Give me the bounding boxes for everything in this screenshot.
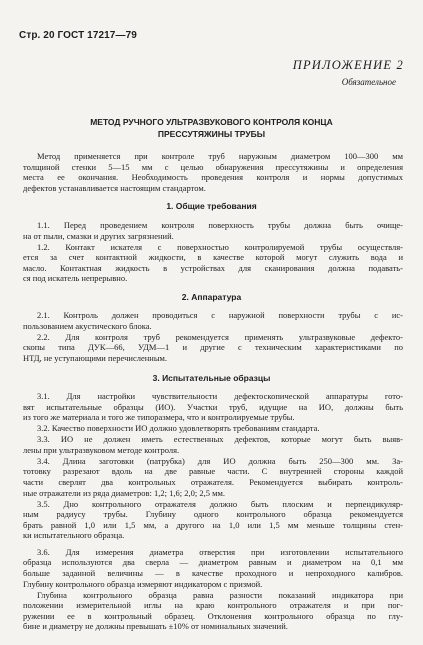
paragraph-3-2 xyxy=(23,423,403,434)
paragraph-2-1 xyxy=(23,310,403,331)
text-line: ется за счет контактной жидкости, в качестве которой могут служить вода и xyxy=(23,252,403,263)
text-line: 3.2. Качество поверхности ИО должно удовлетворять требованиям стандарта. xyxy=(37,423,320,434)
section-2-body xyxy=(23,310,403,364)
paragraph-3-4 xyxy=(23,456,403,498)
text-line: 3.4. Длина заготовки (патрубка) для ИО должна быть 250—300 мм. За- xyxy=(37,455,403,466)
text-line: брать равной 1,0 или 1,5 мм, а другого на 1,0 или 1,5 мм меньше толщины стен- xyxy=(23,519,403,530)
paragraph-3-6 xyxy=(23,547,403,589)
text-line: ным радиусу трубы. Глубину одного контрольного образца рекомендуется xyxy=(23,509,403,520)
intro-paragraph xyxy=(23,151,403,194)
text-line: образца используются два сверла — диаметром равным и диаметром на 0,1 мм xyxy=(23,557,403,568)
text-line: ные отражатели из ряда диаметров: 1,2; 1,6; 2,0; 2,5 мм. xyxy=(23,487,225,498)
document-title xyxy=(0,116,423,140)
text-line: 3.5. Дно контрольного отражателя должно быть плоским и перпендикуляр- xyxy=(37,498,403,509)
text-line: из того же материала и того же типоразмера, что и контролируемые трубы. xyxy=(23,412,295,423)
section-1-body xyxy=(23,220,403,284)
text-line: Метод применяется при контроле труб наружным диаметром 100—300 мм xyxy=(37,151,403,161)
text-line: толщиной стенки 5—15 мм с целью обнаружения прессутяжины и определения xyxy=(23,161,403,172)
text-line: 3.6. Для измерения диаметра отверстия при изготовлении испытательного xyxy=(37,546,403,557)
text-line: лены при ультразвуковом методе контроля. xyxy=(23,444,180,455)
text-line: больше заданной величины — в качестве проходного и непроходного калибров. xyxy=(23,568,403,579)
text-line: 3.3. ИО не должен иметь естественных дефектов, которые могут быть выяв- xyxy=(37,434,403,445)
text-line: ки испытательного образца. xyxy=(23,530,125,541)
appendix-subtitle: Обязательное xyxy=(341,77,396,87)
text-line: дефектов устанавливается настоящим стандартом. xyxy=(23,182,206,193)
text-line: скопы типа ДУК—66, УДМ—1 и другие с техническим характеристиками по xyxy=(23,342,403,353)
section-3-body xyxy=(23,391,403,632)
text-line: части сверлят два контрольных отражателя. Рекомендуется выбирать контроль- xyxy=(23,476,403,487)
text-line: 1.1. Перед проведением контроля поверхность трубы должна быть очище- xyxy=(37,220,403,230)
document-title-line: МЕТОД РУЧНОГО УЛЬТРАЗВУКОВОГО КОНТРОЛЯ КОНЦА xyxy=(90,117,333,127)
paragraph-1-2 xyxy=(23,242,403,284)
text-line: на от пыли, смазки и других загрязнений. xyxy=(23,230,174,241)
text-line: Глубину контрольного образца измеряют индикатором с призмой. xyxy=(23,578,263,589)
paragraph-3-5 xyxy=(23,499,403,541)
appendix-title: ПРИЛОЖЕНИЕ 2 xyxy=(292,58,404,72)
text-line: бине и диаметру не должны превышать ±10% от номинальных значений. xyxy=(23,621,288,632)
paragraph-3-3 xyxy=(23,434,403,455)
text-line: НТД, не уступающими перечисленным. xyxy=(23,352,168,363)
text-line: 2.1. Контроль должен проводиться с наружной поверхности трубы с ис- xyxy=(37,310,403,320)
text-line: 3.1. Для настройки чувствительности дефектоскопической аппаратуры гото- xyxy=(37,391,403,401)
page-header: Стр. 20 ГОСТ 17217—79 xyxy=(19,30,137,41)
text-line: места ее окончания. Необходимость проведения контроля и нормы допустимых xyxy=(23,172,403,183)
text-line: 2.2. Для контроля труб рекомендуется применять ультразвуковые дефекто- xyxy=(37,331,403,342)
paragraph-3-6-cont xyxy=(23,590,403,632)
text-line: ружении ее в контрольный образец. Отклонения контрольного образца по глу- xyxy=(23,610,403,621)
text-line: 1.2. Контакт искателя с поверхностью контролируемой трубы осуществля- xyxy=(37,241,403,252)
text-line: вят испытательные образцы (ИО). Участки труб, идущие на ИО, должны быть xyxy=(23,401,403,412)
text-line: тотовку разрезают вдоль на две равные части. С внутренней стороны каждой xyxy=(23,466,403,477)
text-line: масло. Контактная жидкость в устройствах для сканирования должна подавать- xyxy=(23,262,403,273)
section-heading: 3. Испытательные образцы xyxy=(152,373,271,383)
text-line: ся под искатель непрерывно. xyxy=(23,273,128,284)
text-line: Глубина контрольного образца равна разности показаний индикатора при xyxy=(37,589,403,600)
section-heading: 2. Аппаратура xyxy=(181,292,242,302)
paragraph-1-1 xyxy=(23,220,403,241)
text-line: пользованием акустического блока. xyxy=(23,320,152,331)
section-heading: 1. Общие требования xyxy=(166,201,257,211)
text-line: положении измерительной иглы на краю контрольного отражателя и при пог- xyxy=(23,600,403,611)
document-title-line: ПРЕССУТЯЖИНЫ ТРУБЫ xyxy=(157,129,266,139)
paragraph-2-2 xyxy=(23,332,403,364)
paragraph-3-1 xyxy=(23,391,403,423)
